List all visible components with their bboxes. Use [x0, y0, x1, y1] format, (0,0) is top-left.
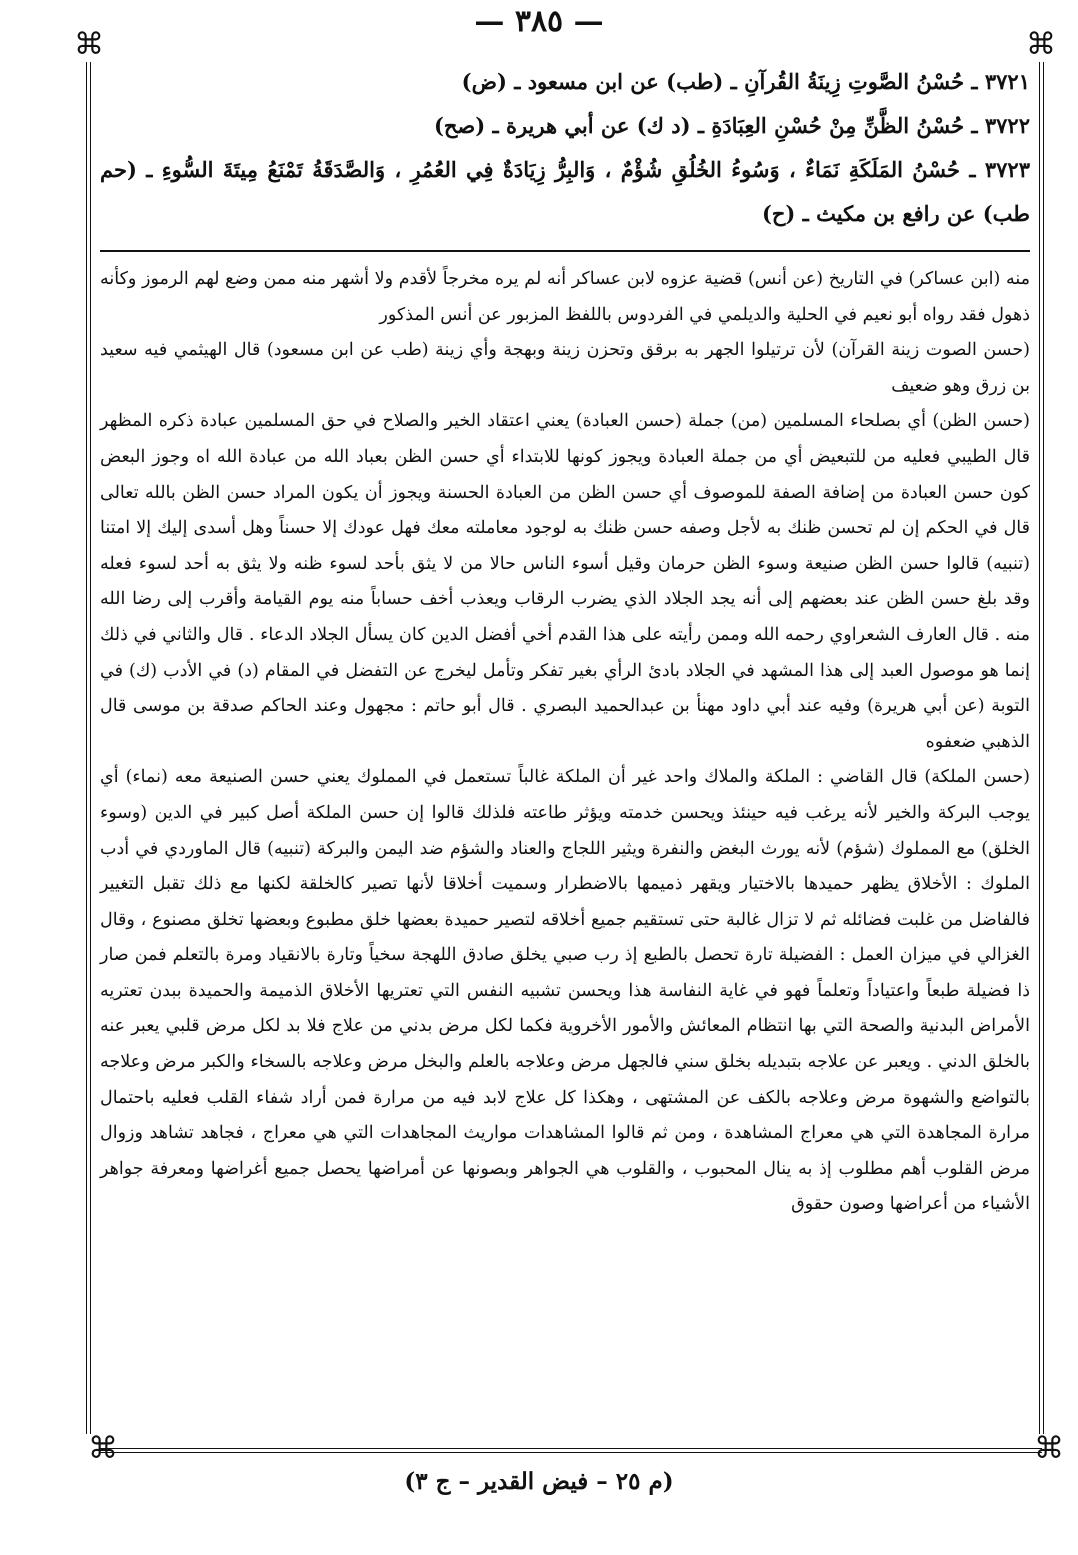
commentary-paragraph: (حسن الظن) أي بصلحاء المسلمين (من) جملة (حسن العبادة) يعني اعتقاد الخير والصلاح في حق المسلمين عبادة ذكره المظهر قال الطيبي فعليه من للتبعيض أي من جملة العبادة ويجوز كونها للابتداء أي حسن الظن بعباد الله من عبادة الله اه وجوز البعض كون حسن العبادة من إضافة الصفة للموصوف أي حسن الظن من العبادة الحسنة ويجوز أن يكون المراد حسن الظن بالله تعالى قال في الحكم إن لم تحسن ظنك به لأجل وصفه حسن ظنك به لوجود معاملته معك فهل عودك إلا حسناً وهل أسدى إليك إلا امتنا (تنبيه) قالوا حسن الظن صنيعة وسوء الظن حرمان وقيل أسوء الناس حالا من لا يثق بأحد لسوء ظنه ولا يثق به أحد لسوء فعله وقد بلغ حسن الظن عند بعضهم إلى أنه يجد الجلاد الذي يضرب الرقاب ويعذب أخف حساباً منه يوم القيامة وأقرب إلى رضا الله منه . قال العارف الشعراوي رحمه الله وممن رأيته على هذا القدم أخي أفضل الدين كان يسأل الجلاد الدعاء . قال والثاني في ذلك إنما هو موصول العبد إلى هذا المشهد في الجلاد بادئ الرأي بغير تفكر وتأمل ليخرج عن التفضل في المقام (د) في الأدب (ك) في التوبة (عن أبي هريرة) وفيه عند أبي داود مهنأ بن عبدالحميد البصري . قال أبو حاتم : مجهول وعند الحاكم صدقة بن موسى قال الذهبي ضعفوه — [100, 411, 1030, 752]
page-frame-right — [1039, 62, 1044, 1434]
page-frame-left — [86, 62, 91, 1434]
commentary-paragraph: (حسن الصوت زينة القرآن) لأن ترتيلوا الجهر به برقق وتحزن زينة وبهجة وأي زينة (طب عن ابن مسعود) قال الهيثمي فيه سعيد بن زرق وهو ضعيف — [100, 340, 1030, 396]
page-frame-bottom — [100, 1448, 1042, 1453]
hadith-3721: ٣٧٢١ ـ حُسْنُ الصَّوتِ زِينَةُ القُرآنِ ـ (طب) عن ابن مسعود ـ (ض) — [461, 69, 1030, 94]
section-divider — [100, 250, 1030, 252]
corner-ornament-icon: ⌘ — [1026, 27, 1056, 62]
page-footer: (م ٢٥ – فيض القدير – ج ٣) — [404, 1468, 674, 1495]
hadith-3723: ٣٧٢٣ ـ حُسْنُ المَلَكَةِ نَمَاءٌ ، وَسُوءُ الخُلُقِ شُؤْمٌ ، وَالبِرُّ زِيَادَةٌ فِي العُمُرِ ، وَالصَّدَقَةُ تَمْنَعُ مِيتَةَ السُّوءِ ـ (حم طب) عن رافع بن مكيث ـ (ح) — [100, 157, 1030, 226]
commentary-paragraph: منه (ابن عساكر) في التاريخ (عن أنس) قضية عزوه لابن عساكر أنه لم يره مخرجاً لأقدم ولا أشهر منه ممن وضع لهم الرموز وكأنه ذهول فقد رواه أبو نعيم في الحلية والديلمي في الفردوس باللفظ المزبور عن أنس المذكور — [100, 269, 1030, 325]
corner-ornament-icon: ⌘ — [1034, 1431, 1064, 1466]
page-content — [100, 60, 1030, 1223]
commentary — [100, 262, 1030, 1223]
corner-ornament-icon: ⌘ — [74, 27, 104, 62]
page-number: — ٣٨٥ — — [474, 4, 604, 39]
hadith-list — [100, 60, 1030, 236]
commentary-paragraph: (حسن الملكة) قال القاضي : الملكة والملاك واحد غير أن الملكة غالباً تستعمل في المملوك يعني حسن الصنيعة معه (نماء) أي يوجب البركة والخير لأنه يرغب فيه حينئذ ويحسن خدمته ويؤثر طاعته فلذلك قالوا إن حسن الملكة أصل كبير في الدين (وسوء الخلق) مع المملوك (شؤم) لأنه يورث البغض والنفرة ويثير اللجاج والعناد والشؤم ضد اليمن والبركة (تنبيه) قال الماوردي في أدب الملوك : الأخلاق يظهر حميدها بالاختيار ويقهر ذميمها بالاضطرار وسميت أخلاقا لأنها تصير كالخلقة لكنها مع ذلك تقبل التغيير فالفاضل من غلبت فضائله ثم لا تزال غالبة حتى تستقيم جميع أخلاقه لتصير حميدة بعضها خلق مطبوع وبعضها تخلق مصنوع ، وقال الغزالي في ميزان العمل : الفضيلة تارة تحصل بالطبع إذ رب صبي يخلق صادق اللهجة سخياً وتارة بالانقياد ومرة بالتعلم فمن صار ذا فضيلة طبعاً واعتياداً وتعلماً فهو في غاية النفاسة هذا ويحسن تشبيه النفس التي تعتريها الأخلاق الذميمة والحميدة ببدن تعتريه الأمراض البدنية والصحة التي بها انتظام المعائش والأمور الأخروية فكما لكل مرض بدني من علاج فلا بد لكل مرض قلبي يعبر عنه بالخلق الدني . ويعبر عن علاجه بتبديله بخلق سني فالجهل مرض وعلاجه بالعلم والبخل مرض وعلاجه بالسخاء والكبر مرض وعلاجه بالتواضع والشهوة مرض وعلاجه بالكف عن المشتهى ، وهكذا كل علاج لابد فيه من مرارة فمن أراد شفاء القلب فعليه باحتمال مرارة المجاهدة التي هي معراج المشاهدة ، ومن ثم قالوا المشاهدات مواريث المجاهدات التي هي معراج ، فجاهد تشاهد وزوال مرض القلوب أهم مطلوب إذ به ينال المحبوب ، والقلوب هي الجواهر وبصونها عن أمراضها يحصل جميع أغراضها ومعرفة جواهر الأشياء من أعراضها وصون حقوق — [100, 767, 1030, 1215]
corner-ornament-icon: ⌘ — [88, 1431, 118, 1466]
hadith-3722: ٣٧٢٢ ـ حُسْنُ الظَّنِّ مِنْ حُسْنِ العِبَادَةِ ـ (د ك) عن أبي هريرة ـ (صح) — [433, 113, 1030, 138]
